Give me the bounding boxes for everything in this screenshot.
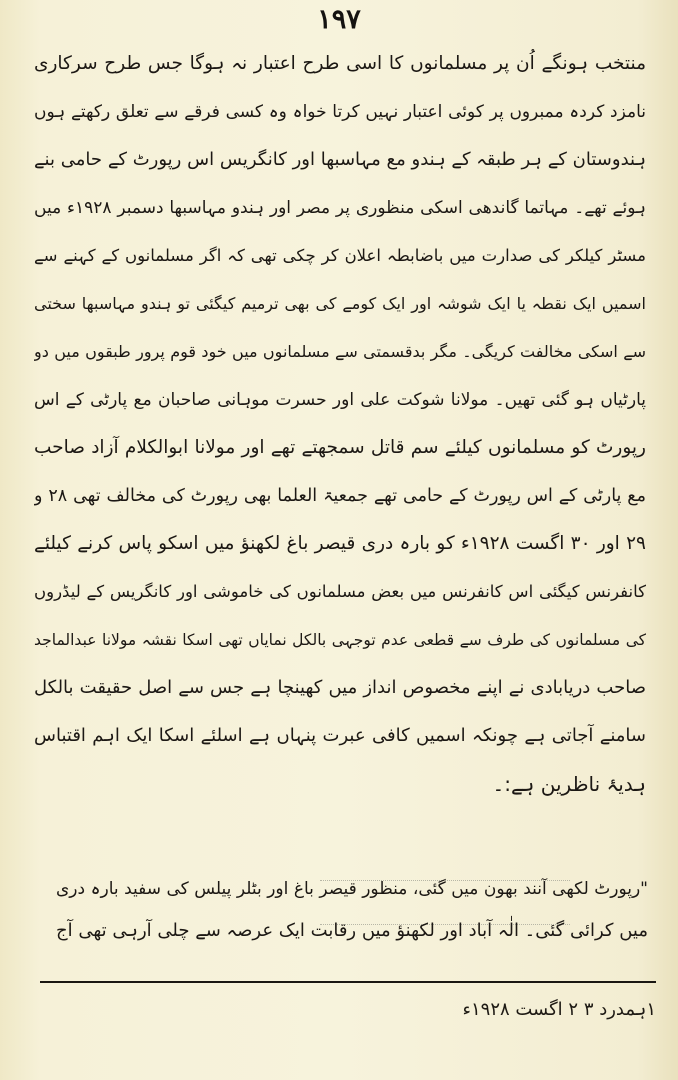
text-line: کانفرنس کیگئی اس کانفرنس میں بعض مسلمانوں کی خاموشی اور کانگریس کے لیڈروں [34,582,646,601]
text-line: صاحب دریابادی نے اپنے مخصوص انداز میں کھینچا ہے جس سے اصل حقیقت بالکل [34,677,646,698]
text-line: نامزد کردہ ممبروں پر کوئی اعتبار نہیں کرتا خواہ وہ کسی فرقے سے تعلق رکھتے ہوں [34,102,646,122]
text-line: ۲۹ اور ۳۰ اگست ۱۹۲۸ء کو بارہ دری قیصر باغ لکھنؤ میں اسکو پاس کرنے کیلئے [34,533,646,554]
quote-line: میں کرائی گئی۔ الٰہ آباد اور لکھنؤ میں رقابت ایک عرصہ سے چلی آرہی تھی آج [56,920,648,941]
text-line: ہدیۂ ناظرین ہے:۔ [492,772,646,796]
text-line: منتخب ہونگے اُن پر مسلمانوں کا اسی طرح اعتبار نہ ہوگا جس طرح سرکاری [34,53,646,74]
text-line: ہندوستان کے ہر طبقہ کے ہندو مع مہاسبھا اور کانگریس اس رپورٹ کے حامی بنے [34,149,646,170]
main-text-block [34,40,646,808]
text-line: ہوئے تھے۔ مہاتما گاندھی اسکی منظوری پر مصر اور ہندو مہاسبھا دسمبر ۱۹۲۸ء میں [34,198,646,218]
text-line: مع پارٹی کے اس رپورٹ کے حامی تھے جمعیۃ العلما بھی رپورٹ کی مخالف تھی ۲۸ و [34,486,646,506]
text-line: مسٹر کیلکر کی صدارت میں باضابطہ اعلان کر چکی تھی کہ اگر مسلمانوں کے کہنے سے [34,246,646,265]
text-line: رپورٹ کو مسلمانوں کیلئے سم قاتل سمجھتے تھے اور مولانا ابوالکلام آزاد صاحب [34,437,646,458]
footnote-divider [40,981,656,983]
quoted-passage [56,868,648,952]
footnote: ۱ہمدرد ۳ ۲ اگست ۱۹۲۸ء [462,999,656,1020]
text-line: سے اسکی مخالفت کریگی۔ مگر بدقسمتی سے مسلمانوں میں خود قوم پرور طبقوں میں دو [34,342,646,361]
text-line: کی مسلمانوں کی طرف سے قطعی عدم توجہی بالکل نمایاں تھی اسکا نقشہ مولانا عبدالماجد [34,631,646,649]
text-line: سامنے آجاتی ہے چونکہ اسمیں کافی عبرت پنہاں ہے اسلئے اسکا ایک اہم اقتباس [34,725,646,746]
text-line: اسمیں ایک نقطہ یا ایک شوشہ اور ایک کومے کی بھی ترمیم کیگئی تو ہندو مہاسبھا سختی [34,294,646,313]
text-line: پارٹیاں ہو گئی تھیں۔ مولانا شوکت علی اور حسرت موہانی صاحبان مع پارٹی کے اس [34,390,646,410]
quote-line: "رپورٹ لکھی آنند بھون میں گئی، منظور قیصر باغ اور بٹلر پیلس کی سفید بارہ دری [56,879,648,899]
page-number: ۱۹۷ [317,4,361,35]
